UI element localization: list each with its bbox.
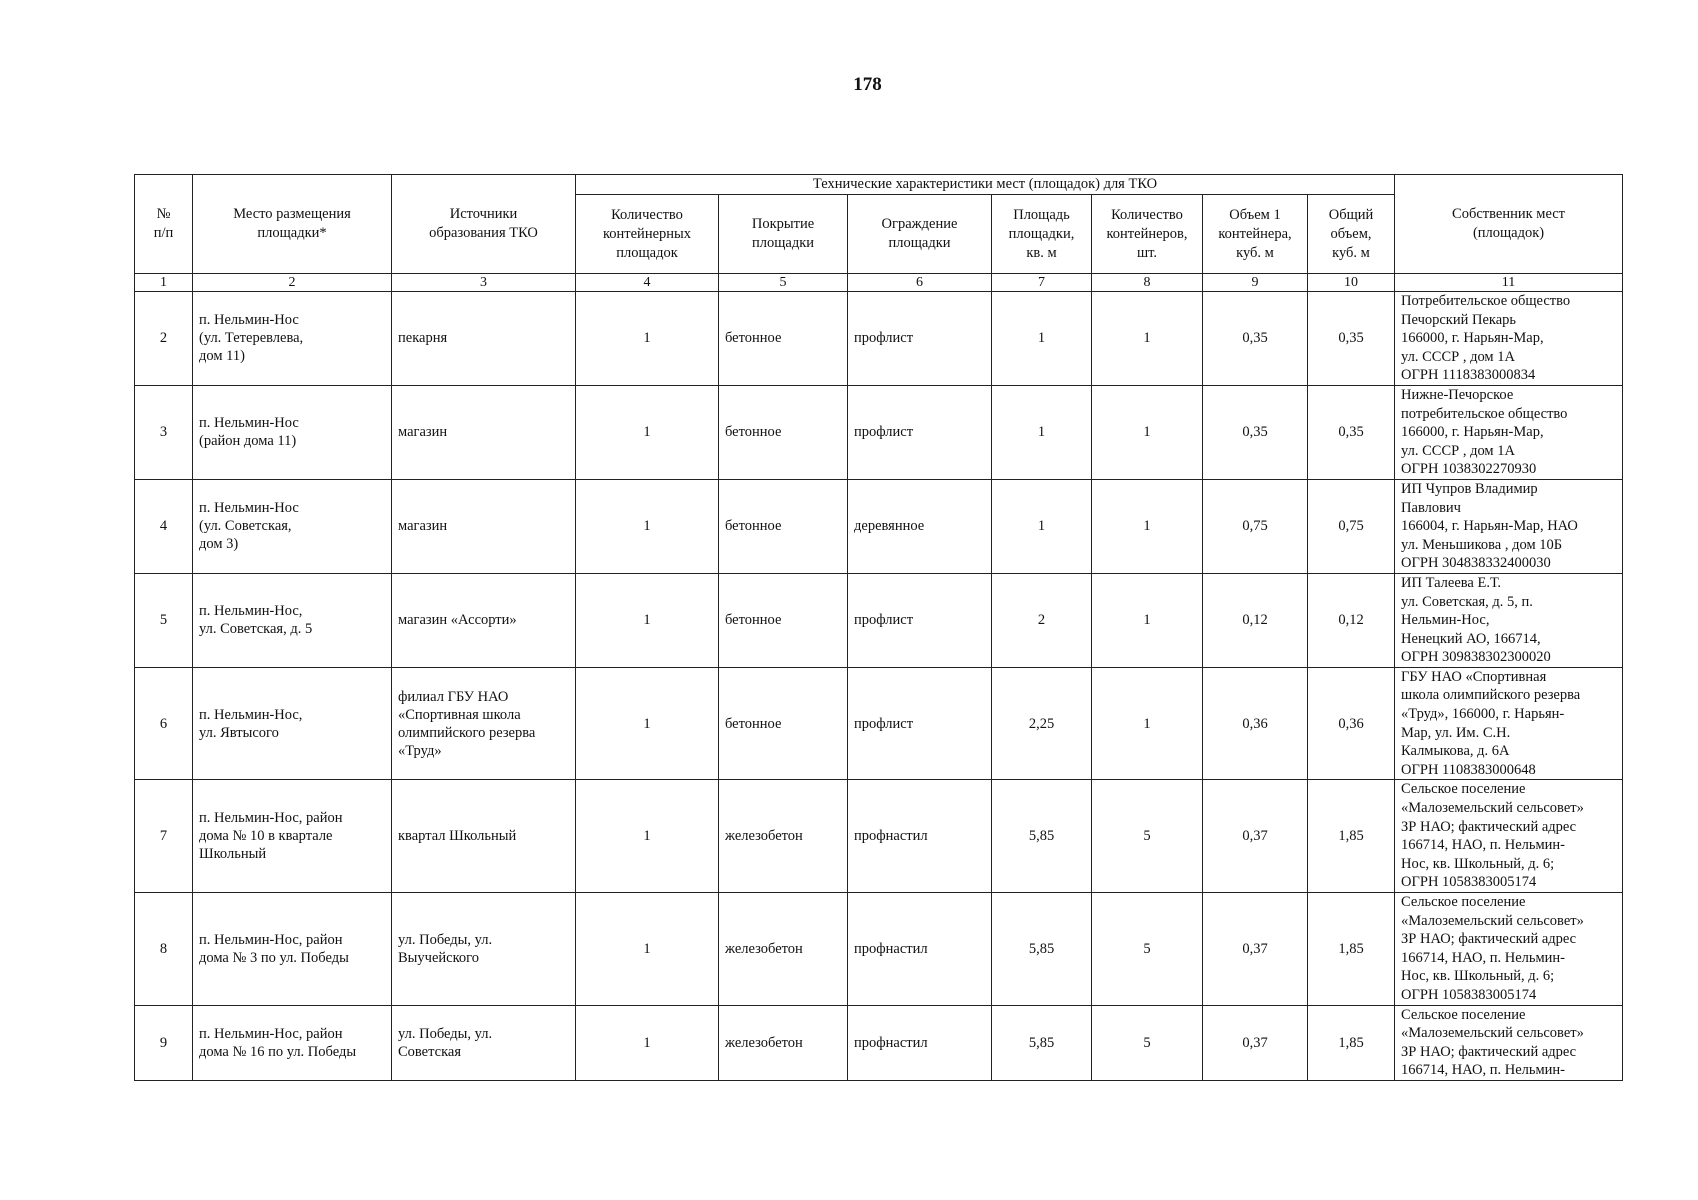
cell-owner: Нижне-Печорское потребительское общество 166000, г. Нарьян-Мар, ул. СССР , дом 1А ОГРН 1038302270930: [1395, 385, 1623, 479]
column-number-3: 3: [392, 274, 576, 292]
column-number-8: 8: [1092, 274, 1203, 292]
header-sources: Источники образования ТКО: [392, 175, 576, 274]
cell-area: 5,85: [992, 780, 1092, 893]
cell-num: 3: [135, 385, 193, 479]
cell-containers: 1: [1092, 573, 1203, 667]
cell-owner: Сельское поселение «Малоземельский сельсовет» ЗР НАО; фактический адрес 166714, НАО, п. Нельмин-: [1395, 1005, 1623, 1080]
column-number-9: 9: [1203, 274, 1308, 292]
cell-count-sites: 1: [576, 780, 719, 893]
cell-num: 9: [135, 1005, 193, 1080]
cell-volume-one: 0,37: [1203, 893, 1308, 1006]
cell-containers: 5: [1092, 1005, 1203, 1080]
cell-containers: 1: [1092, 385, 1203, 479]
cell-area: 1: [992, 479, 1092, 573]
table-row: [135, 1005, 1623, 1080]
cell-fence: профлист: [848, 292, 992, 386]
cell-cover: бетонное: [719, 479, 848, 573]
column-number-4: 4: [576, 274, 719, 292]
cell-owner: Сельское поселение «Малоземельский сельсовет» ЗР НАО; фактический адрес 166714, НАО, п. Нельмин- Нос, кв. Школьный, д. 6; ОГРН 1058383005174: [1395, 780, 1623, 893]
column-number-5: 5: [719, 274, 848, 292]
cell-cover: бетонное: [719, 292, 848, 386]
cell-num: 5: [135, 573, 193, 667]
cell-count-sites: 1: [576, 385, 719, 479]
cell-num: 6: [135, 667, 193, 780]
cell-fence: профнастил: [848, 780, 992, 893]
cell-containers: 1: [1092, 292, 1203, 386]
cell-place: п. Нельмин-Нос, район дома № 10 в квартале Школьный: [193, 780, 392, 893]
cell-volume-one: 0,35: [1203, 292, 1308, 386]
cell-place: п. Нельмин-Нос (ул. Советская, дом 3): [193, 479, 392, 573]
cell-containers: 5: [1092, 780, 1203, 893]
cell-owner: ИП Чупров Владимир Павлович 166004, г. Нарьян-Мар, НАО ул. Меньшикова , дом 10Б ОГРН 304838332400030: [1395, 479, 1623, 573]
header-fence: Ограждение площадки: [848, 195, 992, 274]
column-number-10: 10: [1308, 274, 1395, 292]
header-place: Место размещения площадки*: [193, 175, 392, 274]
cell-volume-total: 0,35: [1308, 292, 1395, 386]
column-number-2: 2: [193, 274, 392, 292]
cell-cover: железобетон: [719, 1005, 848, 1080]
cell-count-sites: 1: [576, 479, 719, 573]
cell-area: 5,85: [992, 893, 1092, 1006]
column-numbers-row: [135, 274, 1623, 292]
cell-volume-one: 0,12: [1203, 573, 1308, 667]
cell-volume-total: 0,75: [1308, 479, 1395, 573]
cell-sources: ул. Победы, ул. Выучейского: [392, 893, 576, 1006]
cell-area: 2,25: [992, 667, 1092, 780]
header-volume-total: Общий объем, куб. м: [1308, 195, 1395, 274]
page-number: 178: [853, 74, 882, 95]
cell-cover: бетонное: [719, 573, 848, 667]
table-row: [135, 573, 1623, 667]
header-num: № п/п: [135, 175, 193, 274]
cell-fence: деревянное: [848, 479, 992, 573]
cell-area: 1: [992, 292, 1092, 386]
cell-cover: бетонное: [719, 667, 848, 780]
cell-area: 1: [992, 385, 1092, 479]
cell-containers: 1: [1092, 479, 1203, 573]
cell-sources: магазин: [392, 479, 576, 573]
header-area: Площадь площадки, кв. м: [992, 195, 1092, 274]
waste-sites-table: [134, 174, 1623, 1081]
cell-owner: Сельское поселение «Малоземельский сельсовет» ЗР НАО; фактический адрес 166714, НАО, п. Нельмин- Нос, кв. Школьный, д. 6; ОГРН 1058383005174: [1395, 893, 1623, 1006]
cell-place: п. Нельмин-Нос, район дома № 3 по ул. Победы: [193, 893, 392, 1006]
cell-volume-one: 0,36: [1203, 667, 1308, 780]
cell-volume-one: 0,75: [1203, 479, 1308, 573]
cell-fence: профлист: [848, 573, 992, 667]
cell-sources: квартал Школьный: [392, 780, 576, 893]
cell-containers: 5: [1092, 893, 1203, 1006]
cell-owner: ИП Талеева Е.Т. ул. Советская, д. 5, п. Нельмин-Нос, Ненецкий АО, 166714, ОГРН 309838302300020: [1395, 573, 1623, 667]
header-cover: Покрытие площадки: [719, 195, 848, 274]
cell-fence: профнастил: [848, 893, 992, 1006]
cell-owner: Потребительское общество Печорский Пекарь 166000, г. Нарьян-Мар, ул. СССР , дом 1А ОГРН 1118383000834: [1395, 292, 1623, 386]
column-number-11: 11: [1395, 274, 1623, 292]
cell-area: 2: [992, 573, 1092, 667]
cell-volume-total: 1,85: [1308, 893, 1395, 1006]
cell-volume-total: 0,36: [1308, 667, 1395, 780]
cell-volume-one: 0,37: [1203, 780, 1308, 893]
cell-cover: железобетон: [719, 893, 848, 1006]
table-row: [135, 780, 1623, 893]
header-count-sites: Количество контейнерных площадок: [576, 195, 719, 274]
column-number-7: 7: [992, 274, 1092, 292]
header-volume-one: Объем 1 контейнера, куб. м: [1203, 195, 1308, 274]
cell-fence: профлист: [848, 667, 992, 780]
cell-sources: ул. Победы, ул. Советская: [392, 1005, 576, 1080]
cell-volume-one: 0,37: [1203, 1005, 1308, 1080]
column-number-6: 6: [848, 274, 992, 292]
cell-count-sites: 1: [576, 667, 719, 780]
cell-volume-total: 1,85: [1308, 1005, 1395, 1080]
cell-volume-one: 0,35: [1203, 385, 1308, 479]
cell-volume-total: 1,85: [1308, 780, 1395, 893]
cell-owner: ГБУ НАО «Спортивная школа олимпийского резерва «Труд», 166000, г. Нарьян- Мар, ул. Им. С.Н. Калмыкова, д. 6А ОГРН 1108383000648: [1395, 667, 1623, 780]
cell-fence: профлист: [848, 385, 992, 479]
table-row: [135, 479, 1623, 573]
cell-sources: магазин «Ассорти»: [392, 573, 576, 667]
cell-volume-total: 0,12: [1308, 573, 1395, 667]
cell-place: п. Нельмин-Нос, ул. Явтысого: [193, 667, 392, 780]
cell-sources: филиал ГБУ НАО «Спортивная школа олимпийского резерва «Труд»: [392, 667, 576, 780]
cell-cover: железобетон: [719, 780, 848, 893]
table-row: [135, 292, 1623, 386]
cell-area: 5,85: [992, 1005, 1092, 1080]
table-row: [135, 667, 1623, 780]
header-tech-group: Технические характеристики мест (площадок) для ТКО: [576, 175, 1395, 195]
cell-count-sites: 1: [576, 893, 719, 1006]
cell-place: п. Нельмин-Нос, ул. Советская, д. 5: [193, 573, 392, 667]
cell-count-sites: 1: [576, 1005, 719, 1080]
cell-volume-total: 0,35: [1308, 385, 1395, 479]
cell-place: п. Нельмин-Нос (район дома 11): [193, 385, 392, 479]
cell-sources: пекарня: [392, 292, 576, 386]
cell-num: 7: [135, 780, 193, 893]
cell-count-sites: 1: [576, 573, 719, 667]
table-row: [135, 893, 1623, 1006]
cell-place: п. Нельмин-Нос, район дома № 16 по ул. Победы: [193, 1005, 392, 1080]
table-row: [135, 385, 1623, 479]
cell-num: 2: [135, 292, 193, 386]
cell-sources: магазин: [392, 385, 576, 479]
cell-place: п. Нельмин-Нос (ул. Тетеревлева, дом 11): [193, 292, 392, 386]
header-owner: Собственник мест (площадок): [1395, 175, 1623, 274]
cell-num: 4: [135, 479, 193, 573]
cell-containers: 1: [1092, 667, 1203, 780]
cell-cover: бетонное: [719, 385, 848, 479]
cell-fence: профнастил: [848, 1005, 992, 1080]
header-containers: Количество контейнеров, шт.: [1092, 195, 1203, 274]
cell-num: 8: [135, 893, 193, 1006]
column-number-1: 1: [135, 274, 193, 292]
cell-count-sites: 1: [576, 292, 719, 386]
